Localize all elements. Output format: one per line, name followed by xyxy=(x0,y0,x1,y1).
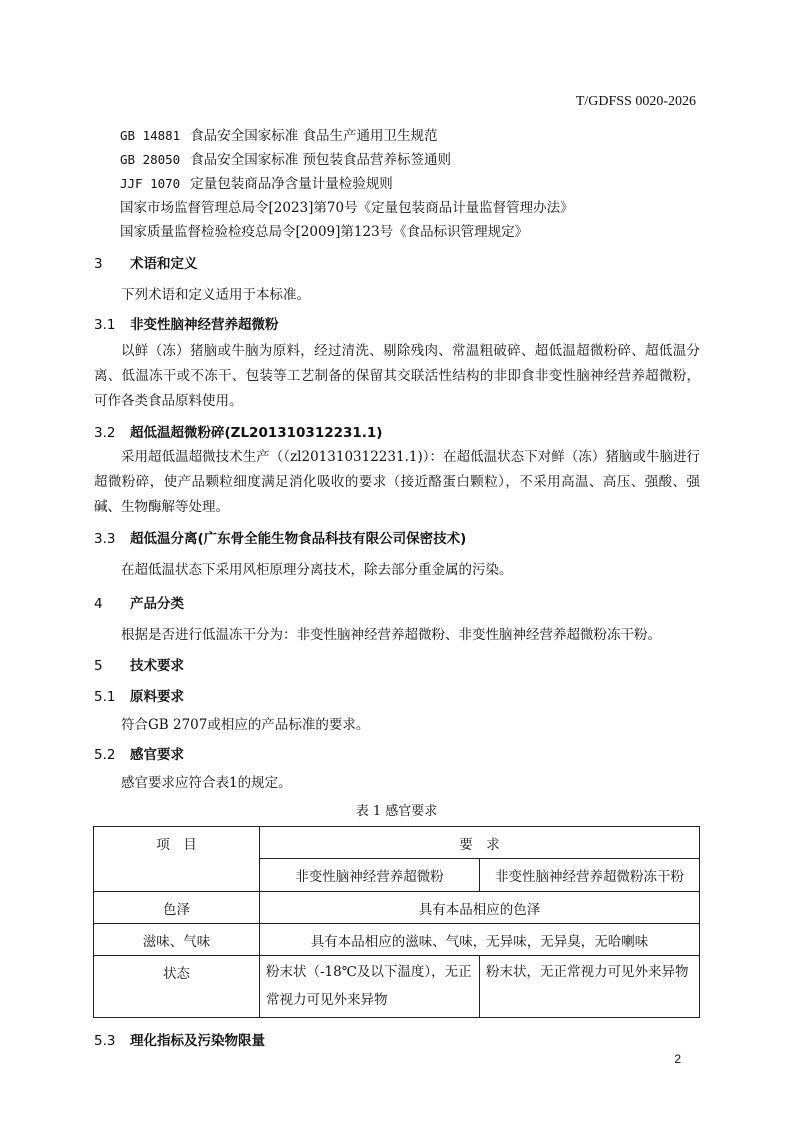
section-heading-5-2 xyxy=(94,743,184,763)
reference-title: 食品安全国家标准 食品生产通用卫生规范 xyxy=(190,128,438,144)
section-heading-3-1 xyxy=(94,313,279,333)
section-heading-3-2 xyxy=(94,421,382,441)
document-code-header: T/GDFSS 0020-2026 xyxy=(575,94,696,109)
row-item-taste: 滋味、气味 xyxy=(94,924,260,956)
section-number: 5.3 xyxy=(94,1033,116,1049)
section-title: 超低温超微粉碎(ZL201310312231.1) xyxy=(130,425,383,441)
sensory-requirements-table xyxy=(93,826,700,1018)
row-req-taste: 具有本品相应的滋味、气味，无异味，无异臭，无哈喇味 xyxy=(260,924,700,956)
regulation-2: 国家质量监督检验检疫总局令[2009]第123号《食品标识管理规定》 xyxy=(120,224,529,240)
section-title: 技术要求 xyxy=(130,658,184,674)
section-heading-5-3 xyxy=(94,1029,265,1049)
section-number: 3.2 xyxy=(94,425,116,441)
section-heading-3 xyxy=(94,252,198,272)
section-title: 术语和定义 xyxy=(130,256,198,272)
header-item-spacer xyxy=(94,859,260,892)
section-title: 感官要求 xyxy=(130,747,184,763)
section-heading-4 xyxy=(94,592,184,612)
section-title: 产品分类 xyxy=(130,596,184,612)
section-5-2-text: 感官要求应符合表1的规定。 xyxy=(121,775,292,791)
regulation-1: 国家市场监督管理总局令[2023]第70号《定量包装商品计量监督管理办法》 xyxy=(120,200,574,216)
header-col-b: 非变性脑神经营养超微粉冻干粉 xyxy=(480,859,700,892)
page-number: 2 xyxy=(674,1052,681,1066)
section-title: 非变性脑神经营养超微粉 xyxy=(130,317,279,333)
header-col-a: 非变性脑神经营养超微粉 xyxy=(260,859,480,892)
section-title: 理化指标及污染物限量 xyxy=(130,1033,265,1049)
row-item-state: 状态 xyxy=(94,956,260,1018)
section-heading-5-1 xyxy=(94,685,184,705)
section-number: 3 xyxy=(94,256,103,272)
section-4-text: 根据是否进行低温冻干分为：非变性脑神经营养超微粉、非变性脑神经营养超微粉冻干粉。 xyxy=(121,627,661,643)
section-5-1-text: 符合GB 2707或相应的产品标准的要求。 xyxy=(121,717,370,733)
section-number: 3.3 xyxy=(94,531,116,547)
row-req-state-b: 粉末状，无正常视力可见外来异物 xyxy=(480,956,700,1018)
reference-code: GB 14881 xyxy=(120,128,181,143)
row-req-state-a: 粉末状（-18℃及以下温度），无正常视力可见外来异物 xyxy=(260,956,480,1018)
section-heading-3-3 xyxy=(94,527,466,547)
reference-code: GB 28050 xyxy=(120,152,181,167)
row-req-color: 具有本品相应的色泽 xyxy=(260,892,700,924)
reference-code: JJF 1070 xyxy=(120,176,181,191)
section-heading-5 xyxy=(94,654,184,674)
section-number: 5.2 xyxy=(94,747,116,763)
section-number: 5 xyxy=(94,658,103,674)
section-3-text: 下列术语和定义适用于本标准。 xyxy=(121,287,310,303)
reference-title: 定量包装商品净含量计量检验规则 xyxy=(190,176,393,192)
section-number: 4 xyxy=(94,596,103,612)
reference-jjf1070 xyxy=(120,172,393,192)
header-item-cell: 项 目 xyxy=(94,827,260,859)
row-item-color: 色泽 xyxy=(94,892,260,924)
section-number: 5.1 xyxy=(94,689,116,705)
reference-title: 食品安全国家标准 预包装食品营养标签通则 xyxy=(190,152,452,168)
section-title: 超低温分离(广东骨全能生物食品科技有限公司保密技术) xyxy=(130,531,467,547)
section-number: 3.1 xyxy=(94,317,116,333)
section-3-1-text: 以鲜（冻）猪脑或牛脑为原料，经过清洗、剔除残肉、常温粗破碎、超低温超微粉碎、超低温分离、低温冻干或不冻干、包装等工艺制备的保留其交联活性结构的非即食非变性脑神经营养超微粉，可作各类食品原料使用。 xyxy=(94,343,700,409)
reference-gb28050 xyxy=(120,148,451,168)
section-3-2-text: 采用超低温超微技术生产（（zl201310312231.1)）：在超低温状态下对鲜（冻）猪脑或牛脑进行超微粉碎，使产品颗粒细度满足消化吸收的要求（接近酪蛋白颗粒），不采用高温、高压、强酸、强碱、生物酶解等处理。 xyxy=(94,449,700,515)
section-3-3-text: 在超低温状态下采用风柜原理分离技术，除去部分重金属的污染。 xyxy=(121,562,513,578)
section-title: 原料要求 xyxy=(130,689,184,705)
reference-gb14881 xyxy=(120,124,438,144)
table-caption: 表 1 感官要求 xyxy=(355,804,438,819)
header-requirement-cell: 要 求 xyxy=(260,827,700,859)
